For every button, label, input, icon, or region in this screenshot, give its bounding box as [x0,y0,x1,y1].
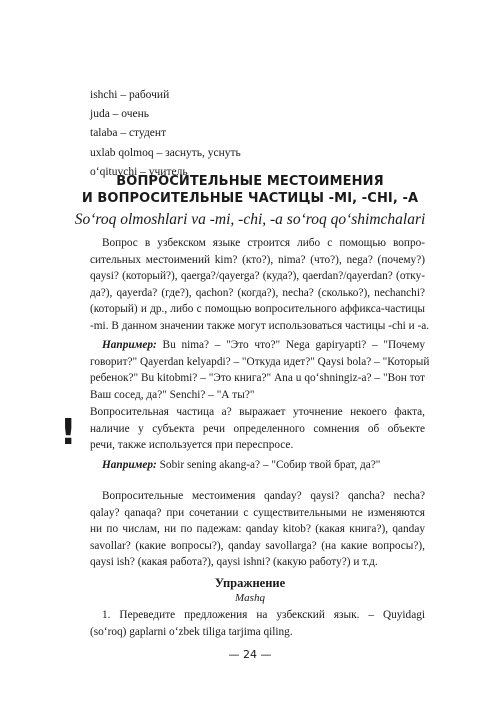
section-heading-line2: И ВОПРОСИТЕЛЬНЫЕ ЧАСТИЦЫ -MI, -CHI, -A [81,191,419,206]
text-line: наличие у субъекта речи определенного сомнения об объекте [90,422,425,435]
text-line: -mi. В данном значении также могут использоваться частицы -chi и -a. [90,319,430,332]
paragraph-pronouns [90,488,425,571]
exclamation-icon: ! [60,412,77,453]
example-text: Sobir sening akang-a? – "Собир твой брат, да?" [156,459,381,471]
vocab-item: uxlab qolmoq – заснуть, уснуть [90,146,241,159]
text-line: 1. Переведите предложения на узбекский язык. – Quyidagi [102,609,425,621]
text-line [90,337,425,354]
text-line: qaysi ish? (какая работа?), qaysi ishni? (какую работу?) и т.д. [90,556,378,569]
text-line: говорит?" Qayerdan kelyapdi? – "Откуда идет?" Qaysi bola? – "Который [90,355,430,368]
text-line: речи, также используется при переспросе. [90,439,294,452]
text-line [90,457,425,474]
example-label: Например: [102,339,157,351]
text-line: qaysi? (который?), qaerga?/qayerga? (куда?), qaerdan?/qayerdan? (отку- [90,270,425,283]
text-line: Ваш сосед, да?" Senchi? – "А ты?" [90,388,255,401]
text-line: Вопрос в узбекском языке строится либо с помощью вопро- [102,237,425,249]
exercise-title: Упражнение [214,576,286,590]
text-line: qalay? qanaqa? при сочетании с существительными не изменяются [90,506,425,519]
text-line: ребенок?" Bu kitobmi? – "Это книга?" Ana u qo‘shningiz-a? – "Вон тот [90,372,425,385]
example-label: Например: [102,459,157,471]
text-line: Вопросительные местоимения qanday? qaysi? qancha? necha? [102,490,425,502]
text-line: (который) и др., либо с помощью вопросительного аффикса-частицы [90,303,425,316]
vocab-item: ishchi – рабочий [90,89,170,101]
example-block-2 [90,457,425,474]
vocab-item: talaba – студент [90,127,167,140]
vocabulary-list [90,86,241,182]
vocab-item: juda – очень [90,108,150,121]
text-line: ни по числам, ни по падежам: qanday kitob? (какая книга?), qanday [90,523,425,536]
section-subtitle: So‘roq olmoshlari va -mi, -chi, -a so‘roq qo‘shimchalari [74,211,426,228]
exercise-text [90,607,425,640]
paragraph-intro [90,235,430,335]
text-line: (so‘roq) gaplarni o‘zbek tiliga tarjima qiling. [90,625,293,638]
example-block-1 [90,337,430,403]
section-heading-line1: ВОПРОСИТЕЛЬНЫЕ МЕСТОИМЕНИЯ [116,174,384,189]
page-number: — 24 — [228,648,272,661]
text-line: сительных местоимений kim? (кто?), nima? (что?), nega? (почему?) [90,253,425,266]
text-line: да?), qayerda? (где?), qachon? (когда?), necha? (сколько?), nechanchi? [90,286,425,299]
vocab-item: o‘qituvchi – учитель [90,165,188,178]
exercise-subtitle: Mashq [235,592,265,604]
example-text: Bu nima? – "Это что?" Nega gapiryapti? – "Почему [156,339,425,351]
text-line: savollar? (какие вопросы?), qanday savollarga? (на какие вопросы?), [90,539,425,552]
note-block [90,404,425,454]
text-line: Вопросительная частица a? выражает уточнение некоего факта, [90,406,425,418]
